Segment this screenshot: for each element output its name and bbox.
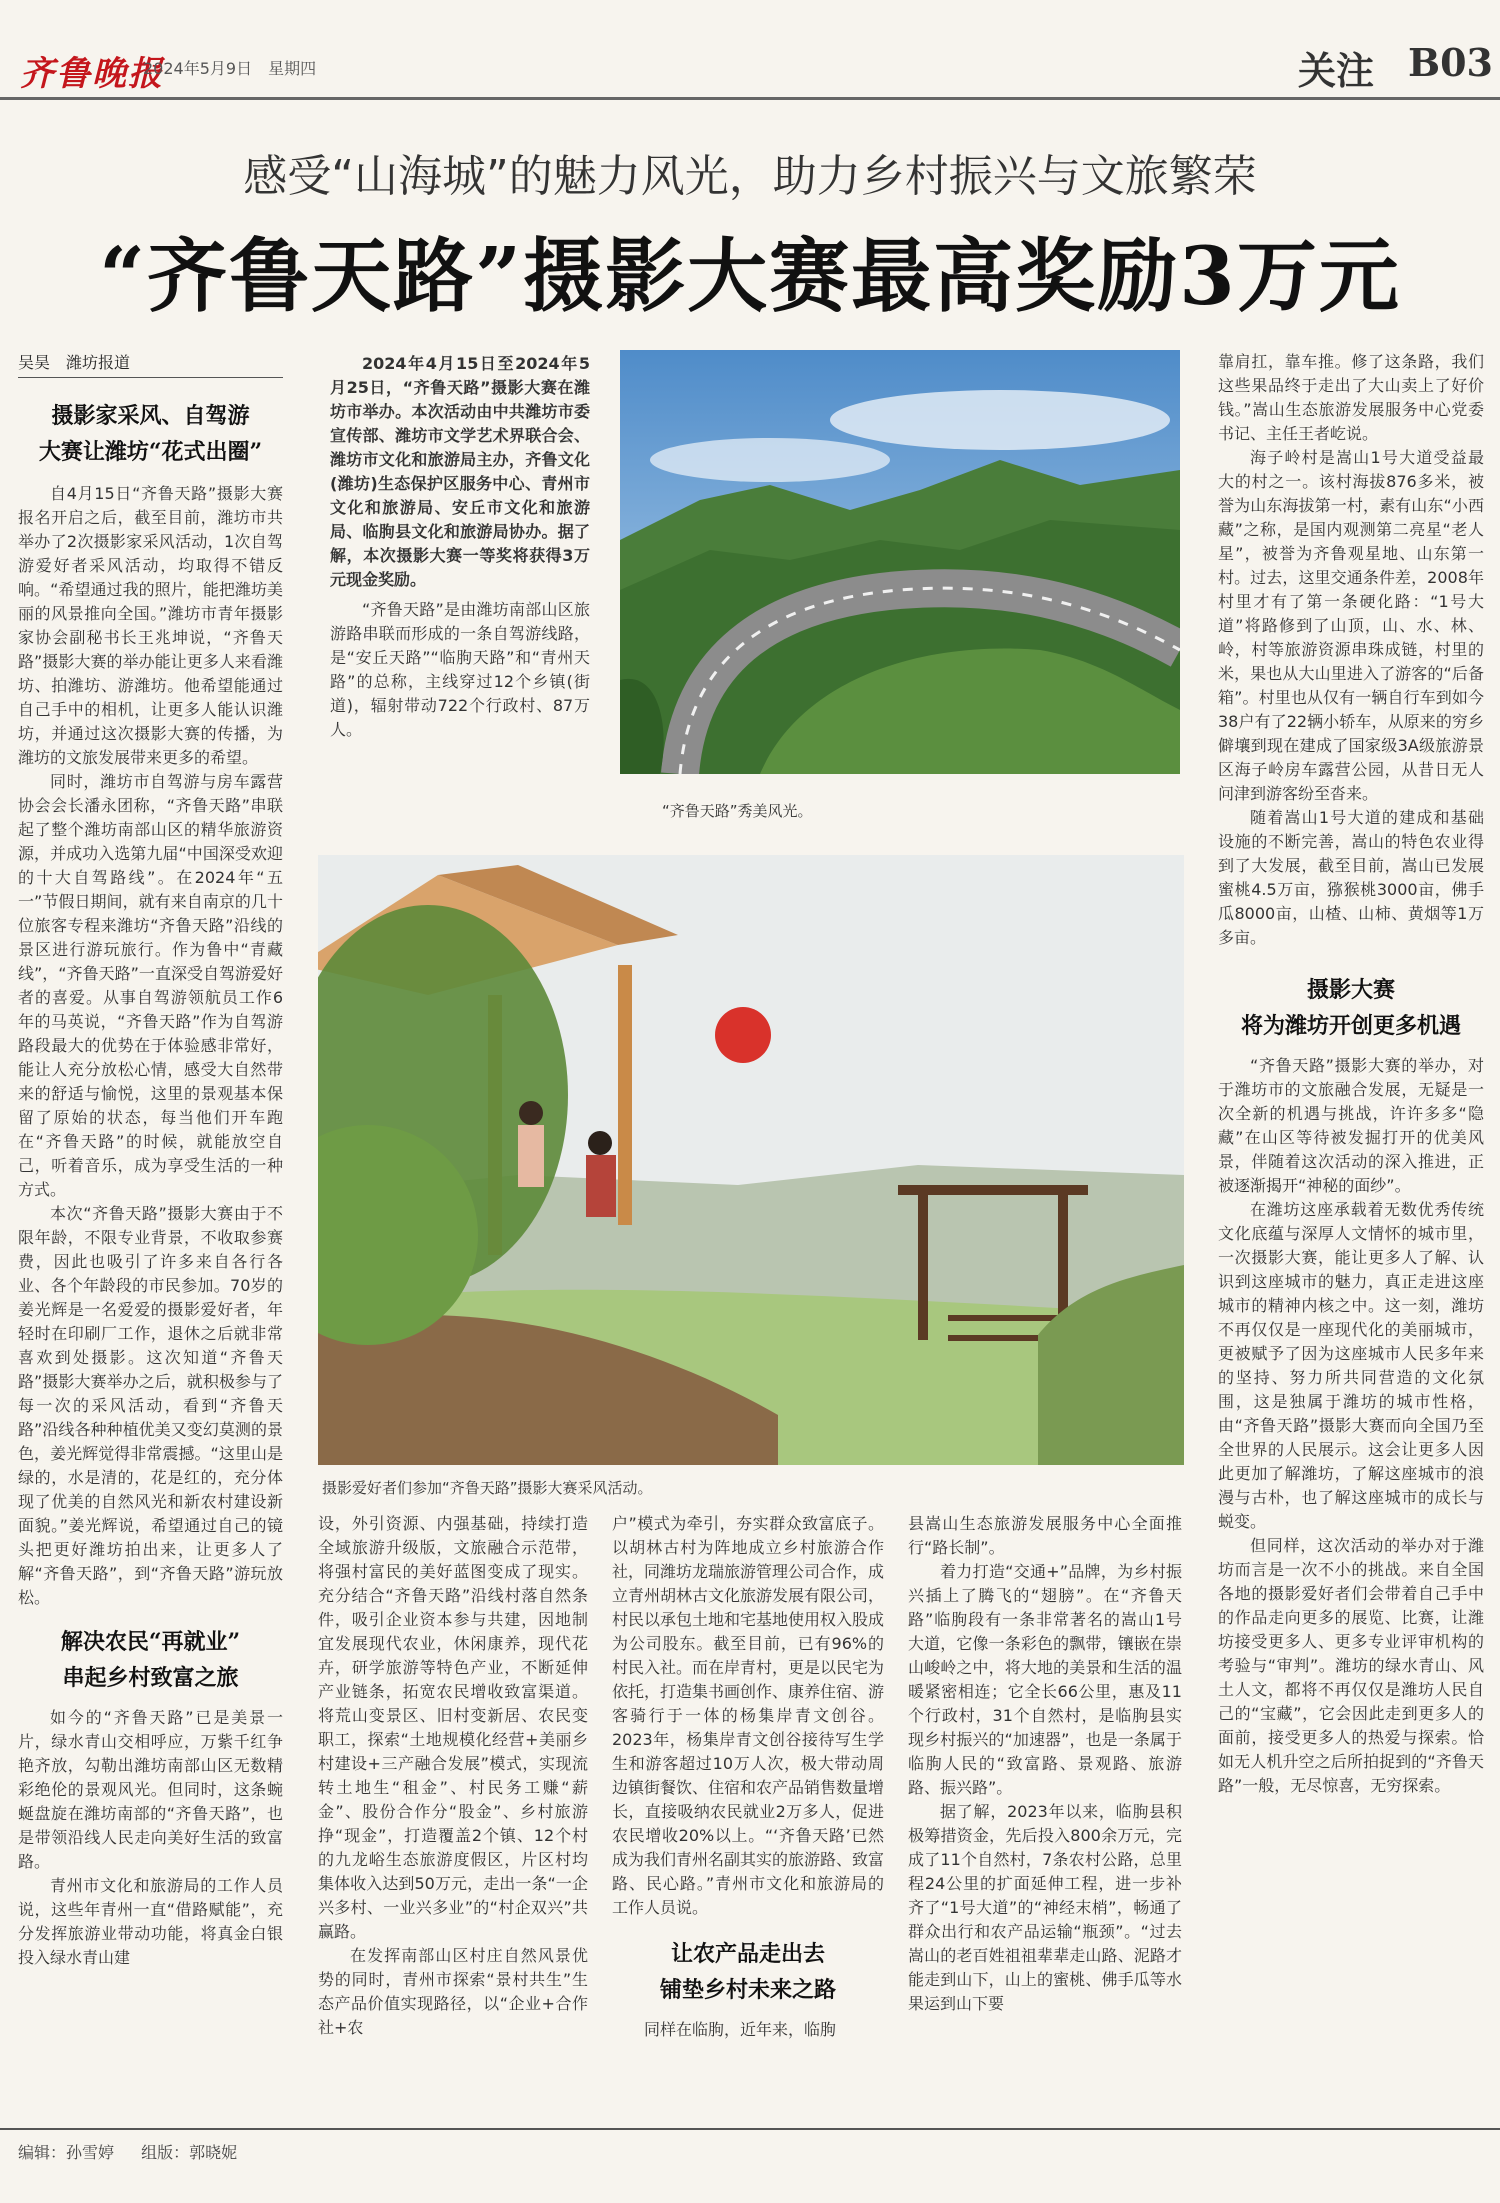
paragraph: “齐鲁天路”是由潍坊南部山区旅游路串联而形成的一条自驾游线路，是“安丘天路”“临朐天路”和“青州天路”的总称，主线穿过12个乡镇(街道)，辐射带动722个行政村、87万人。 xyxy=(330,600,590,739)
pavilion-photo-image xyxy=(318,855,1184,1465)
paragraph: 但同样，这次活动的举办对于潍坊而言是一次不小的挑战。来自全国各地的摄影爱好者们会带着自己手中的作品走向更多的展览、比赛，让潍坊接受更多人、更多专业评审机构的考验与“审判”。潍坊的绿水青山、风土人文，都将不再仅仅是潍坊人民自己的“宝藏”，它会因此走到更多人的面前，接受更多人的热爱与探索。恰如无人机升空之后所拍捉到的“齐鲁天路”一般，无尽惊喜，无穷探索。 xyxy=(1218,1536,1484,1795)
article-text xyxy=(612,2018,884,2042)
pavilion-photo-caption: 摄影爱好者们参加“齐鲁天路”摄影大赛采风活动。 xyxy=(322,1479,653,1497)
section-heading-line: 让农产品走出去 xyxy=(670,1941,825,1967)
intro-column xyxy=(330,352,590,742)
paragraph: 自4月15日“齐鲁天路”摄影大赛报名开启之后，截至目前，潍坊市共举办了2次摄影家采风活动，1次自驾游爱好者采风活动，均取得不错反响。“希望通过我的照片，能把潍坊美丽的风景推向全国。”潍坊市青年摄影家协会副秘书长王兆坤说，“齐鲁天路”摄影大赛的举办能让更多人来看潍坊、拍潍坊、游潍坊。他希望能通过自己手中的相机，让更多人能认识潍坊，并通过这次摄影大赛的传播，为潍坊的文旅发展带来更多的希望。 xyxy=(18,484,283,767)
road-photo-caption: “齐鲁天路”秀美风光。 xyxy=(662,802,813,820)
column-5 xyxy=(1218,350,1484,1798)
section-heading-line: 大赛让潍坊“花式出圈” xyxy=(38,439,263,465)
section-heading-4 xyxy=(1218,972,1484,1044)
paragraph: 随着嵩山1号大道的建成和基础设施的不断完善，嵩山的特色农业得到了大发展，截至目前，嵩山已发展蜜桃4.5万亩，猕猴桃3000亩，佛手瓜8000亩，山楂、山柿、黄烟等1万多亩。 xyxy=(1218,808,1484,947)
footer-rule xyxy=(0,2128,1500,2130)
section-heading-line: 将为潍坊开创更多机遇 xyxy=(1240,1013,1461,1039)
pavilion-photo xyxy=(318,855,1184,1465)
article-text xyxy=(612,1512,884,1920)
column-1 xyxy=(18,350,283,1970)
column-2-lower xyxy=(318,1512,588,2040)
column-4-lower xyxy=(908,1512,1182,2016)
section-name: 关注 xyxy=(1298,48,1375,93)
header-rule xyxy=(0,97,1500,100)
paragraph: 靠肩扛，靠车推。修了这条路，我们这些果品终于走出了大山卖上了好价钱。”嵩山生态旅游发展服务中心党委书记、主任王者屹说。 xyxy=(1218,352,1484,443)
lantern xyxy=(715,1007,771,1063)
paragraph: 同样在临朐，近年来，临朐 xyxy=(644,2020,837,2039)
section-heading-line: 铺垫乡村未来之路 xyxy=(659,1977,836,2003)
paragraph: 本次“齐鲁天路”摄影大赛由于不限年龄，不限专业背景，不收取参赛费，因此也吸引了许多来自各行各业、各个年龄段的市民参加。70岁的姜光辉是一名爱爱的摄影爱好者，年轻时在印刷厂工作，退休之后就非常喜欢到处摄影。这次知道“齐鲁天路”摄影大赛举办之后，就积极参与了每一次的采风活动，看到“齐鲁天路”沿线各种种植优美又变幻莫测的景色，姜光辉觉得非常震撼。“这里山是绿的，水是清的，花是红的，充分体现了优美的自然风光和新农村建设新面貌。”姜光辉说，希望通过自己的镜头把更好潍坊拍出来，让更多人了解“齐鲁天路”，到“齐鲁天路”游玩放松。 xyxy=(18,1204,283,1607)
page-number: B03 xyxy=(1408,40,1493,85)
road-photo xyxy=(620,350,1180,774)
paragraph: 在潍坊这座承载着无数优秀传统文化底蕴与深厚人文情怀的城市里，一次摄影大赛，能让更多人了解、认识到这座城市的魅力，真正走进这座城市的精神内核之中。这一刻，潍坊不再仅仅是一座现代化的美丽城市，更被赋予了因为这座城市人民多年来的坚持、努力所共同营造的文化氛围，这是独属于潍坊的城市性格，由“齐鲁天路”摄影大赛而向全国乃至全世界的人民展示。这会让更多人因此更加了解潍坊，了解这座城市的浪漫与古朴，也了解这座城市的成长与蜕变。 xyxy=(1218,1200,1484,1531)
paragraph: 海子岭村是嵩山1号大道受益最大的村之一。该村海拔876多米，被誉为山东海拔第一村，素有山东“小西藏”之称，是国内观测第二亮星“老人星”，被誉为齐鲁观星地、山东第一村。过去，这里交通条件差，2008年村里才有了第一条硬化路：“1号大道”将路修到了山顶，山、水、林、岭，村等旅游资源串珠成链，村里的米，果也从大山里进入了游客的“后备箱”。村里也从仅有一辆自行车到如今38户有了22辆小轿车，从原来的穷乡僻壤到现在建成了国家级3A级旅游景区海子岭房车露营公园，从昔日无人问津到游客纷至沓来。 xyxy=(1218,448,1484,803)
article-text xyxy=(18,1706,283,1970)
column-3-lower xyxy=(612,1512,884,2042)
article-text xyxy=(18,482,283,1610)
editor-credit: 编辑：孙雪婷 xyxy=(18,2143,115,2162)
subheadline: 感受“山海城”的魅力风光，助力乡村振兴与文旅繁荣 xyxy=(243,151,1257,202)
paragraph: 着力打造“交通+”品牌，为乡村振兴插上了腾飞的“翅膀”。在“齐鲁天路”临朐段有一条非常著名的嵩山1号大道，它像一条彩色的飘带，镶嵌在崇山峻岭之中，将大地的美景和生活的温暖紧密相连；它全长66公里，惠及11个行政村，31个自然村，是临朐县实现乡村振兴的“加速器”，也是一条属于临朐人民的“致富路、景观路、旅游路、振兴路”。 xyxy=(908,1562,1182,1797)
section-heading-2 xyxy=(18,1624,283,1696)
section-heading-line: 摄影家采风、自驾游 xyxy=(51,403,250,429)
footer-credits xyxy=(18,2140,259,2163)
section-heading-3 xyxy=(612,1936,884,2008)
road-photo-image xyxy=(620,350,1180,774)
designer-credit: 组版：郭晓妮 xyxy=(141,2143,238,2162)
section-heading-line: 解决农民“再就业” xyxy=(60,1629,241,1655)
section-heading-line: 摄影大赛 xyxy=(1306,977,1395,1003)
issue-date: 2024年5月9日 星期四 xyxy=(143,59,317,78)
byline: 吴昊 潍坊报道 xyxy=(18,350,283,378)
paragraph: 青州市文化和旅游局的工作人员说，这些年青州一直“借路赋能”，充分发挥旅游业带动功能，将真金白银投入绿水青山建 xyxy=(18,1876,283,1967)
intro-paragraph: 2024年4月15日至2024年5月25日，“齐鲁天路”摄影大赛在潍坊市举办。本次活动由中共潍坊市委宣传部、潍坊市文学艺术界联合会、潍坊市文化和旅游局主办，齐鲁文化(潍坊)生态保护区服务中心、青州市文化和旅游局、安丘市文化和旅游局、临朐县文化和旅游局协办。据了解，本次摄影大赛一等奖将获得3万元现金奖励。 xyxy=(330,354,590,589)
section-heading-line: 串起乡村致富之旅 xyxy=(62,1665,239,1691)
newspaper-logo: 齐鲁晚报 xyxy=(20,54,164,94)
article-text xyxy=(1218,350,1484,950)
paragraph: 同时，潍坊市自驾游与房车露营协会会长潘永团称，“齐鲁天路”串联起了整个潍坊南部山区的精华旅游资源，并成功入选第九届“中国深受欢迎的十大自驾路线”。在2024年“五一”节假日期间，就有来自南京的几十位旅客专程来潍坊“齐鲁天路”沿线的景区进行游玩旅行。作为鲁中“青藏线”，“齐鲁天路”一直深受自驾游爱好者的喜爱。从事自驾游领航员工作6年的马英说，“齐鲁天路”作为自驾游路段最大的优势在于体验感非常好，能让人充分放松心情，感受大自然带来的舒适与愉悦，这里的景观基本保留了原始的状态，每当他们开车跑在“齐鲁天路”的时候，就能放空自己，听着音乐，成为享受生活的一种方式。 xyxy=(18,772,283,1199)
paragraph: 在发挥南部山区村庄自然风景优势的同时，青州市探索“景村共生”生态产品价值实现路径，以“企业+合作社+农 xyxy=(318,1946,588,2037)
paragraph: 设，外引资源、内强基础，持续打造全域旅游升级版，文旅融合示范带，将强村富民的美好蓝图变成了现实。充分结合“齐鲁天路”沿线村落自然条件，吸引企业资本参与共建，因地制宜发展现代农业，休闲康养，现代花卉，研学旅游等特色产业，不断延伸产业链条，拓宽农民增收致富渠道。将荒山变景区、旧村变新居、农民变职工，探索“土地规模化经营+美丽乡村建设+三产融合发展”模式，实现流转土地生“租金”、村民务工赚“薪金”、股份合作分“股金”、乡村旅游挣“现金”，打造覆盖2个镇、12个村的九龙峪生态旅游度假区，片区村均集体收入达到50万元，走出一条“一企兴多村、一业兴多业”的“村企双兴”共赢路。 xyxy=(318,1514,588,1941)
paragraph: “齐鲁天路”摄影大赛的举办，对于潍坊市的文旅融合发展，无疑是一次全新的机遇与挑战，许许多多“隐藏”在山区等待被发掘打开的优美风景，伴随着这次活动的深入推进，正被逐渐揭开“神秘的面纱”。 xyxy=(1218,1056,1484,1195)
paragraph: 如今的“齐鲁天路”已是美景一片，绿水青山交相呼应，万紫千红争艳齐放，勾勒出潍坊南部山区无数精彩绝伦的景观风光。但同时，这条蜿蜒盘旋在潍坊南部的“齐鲁天路”，也是带领沿线人民走向美好生活的致富路。 xyxy=(18,1708,283,1871)
section-heading-1 xyxy=(18,398,283,470)
paragraph: 据了解，2023年以来，临朐县积极筹措资金，先后投入800余万元，完成了11个自然村，7条农村公路，总里程24公里的扩面延伸工程，进一步补齐了“1号大道”的“神经末梢”，畅通了群众出行和农产品运输“瓶颈”。“过去嵩山的老百姓祖祖辈辈走山路、泥路才能走到山下，山上的蜜桃、佛手瓜等水果运到山下要 xyxy=(908,1802,1182,2013)
paragraph: 县嵩山生态旅游发展服务中心全面推行“路长制”。 xyxy=(908,1514,1182,1557)
article-text xyxy=(1218,1054,1484,1798)
paragraph: 户”模式为牵引，夯实群众致富底子。以胡林古村为阵地成立乡村旅游合作社，同潍坊龙瑞旅游管理公司合作，成立青州胡林古文化旅游发展有限公司，村民以承包土地和宅基地使用权入股成为公司股东。截至目前，已有96%的村民入社。而在岸青村，更是以民宅为依托，打造集书画创作、康养住宿、游客骑行于一体的杨集岸青文创谷。2023年，杨集岸青文创谷接待写生学生和游客超过10万人次，极大带动周边镇街餐饮、住宿和农产品销售数量增长，直接吸纳农民就业2万多人，促进农民增收20%以上。“‘齐鲁天路’已然成为我们青州名副其实的旅游路、致富路、民心路。”青州市文化和旅游局的工作人员说。 xyxy=(612,1514,885,1917)
headline: “齐鲁天路”摄影大赛最高奖励3万元 xyxy=(99,229,1401,323)
